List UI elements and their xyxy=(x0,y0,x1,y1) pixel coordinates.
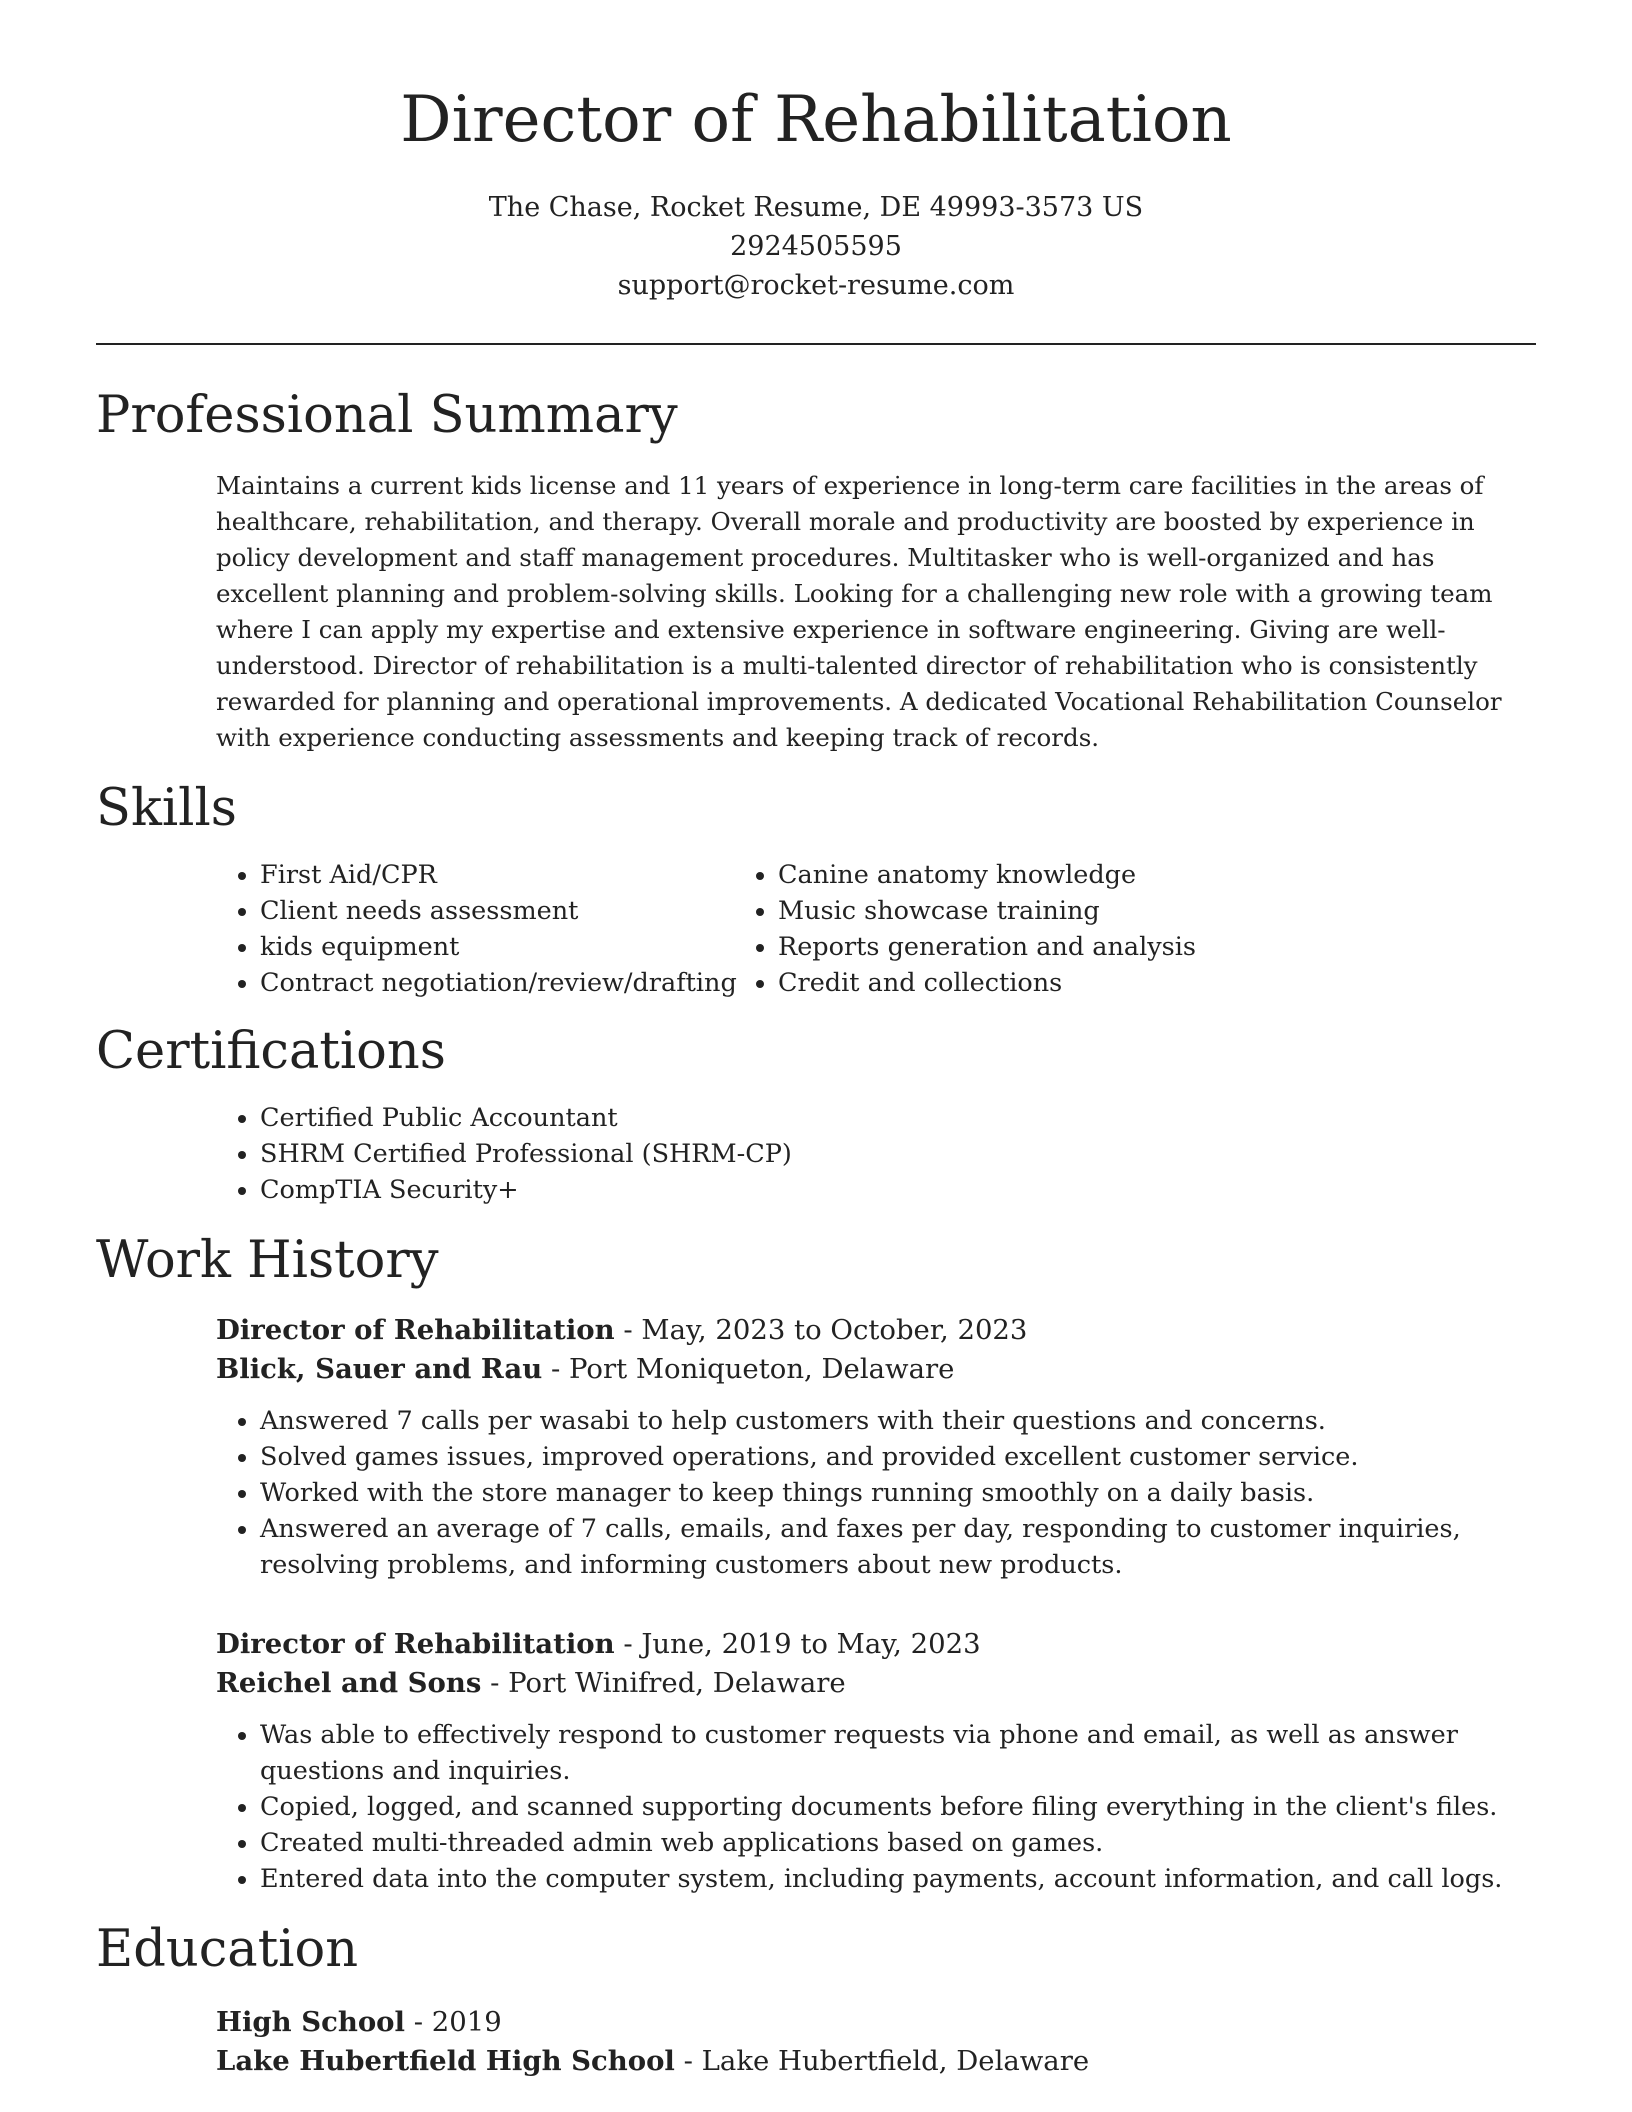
job-duties-list xyxy=(216,1403,1536,1583)
education-entry xyxy=(216,2003,1536,2081)
certifications-section xyxy=(96,1021,1536,1208)
address: The Chase, Rocket Resume, DE 49993-3573 US xyxy=(488,191,1144,223)
education-year: 2019 xyxy=(431,2005,502,2038)
skill-item: • Canine anatomy knowledge xyxy=(778,857,1196,893)
separator: - xyxy=(674,2044,702,2077)
separator: - xyxy=(404,2005,432,2038)
job-role: Director of Rehabilitation xyxy=(216,1628,615,1661)
work-history-section xyxy=(96,1230,1536,1897)
header-divider xyxy=(96,343,1536,345)
summary-section xyxy=(96,385,1536,756)
work-history-heading: Work History xyxy=(96,1231,439,1291)
job-role: Director of Rehabilitation xyxy=(216,1314,615,1347)
certifications-list xyxy=(96,1100,1536,1208)
certification-item: • CompTIA Security+ xyxy=(260,1172,1536,1208)
certification-item: • Certified Public Accountant xyxy=(260,1100,1536,1136)
job-company-line xyxy=(216,1350,1536,1389)
job-duty: • Copied, logged, and scanned supporting documents before filing everything in the client's files. xyxy=(260,1789,1536,1825)
separator: - xyxy=(481,1667,509,1700)
job-duty: • Worked with the store manager to keep things running smoothly on a daily basis. xyxy=(260,1475,1536,1511)
resume-header xyxy=(96,0,1536,305)
education-degree-line xyxy=(216,2003,1536,2042)
certification-item: • SHRM Certified Professional (SHRM-CP) xyxy=(260,1136,1536,1172)
skill-item: • Client needs assessment xyxy=(260,893,746,929)
job-title-line xyxy=(216,1625,1536,1664)
skill-item: • Credit and collections xyxy=(778,965,1196,1001)
job-duty: • Answered 7 calls per wasabi to help customers with their questions and concerns. xyxy=(260,1403,1536,1439)
job-title-line xyxy=(216,1311,1536,1350)
job-duty: • Answered an average of 7 calls, emails, and faxes per day, responding to customer inquiries, resolving problems, and informing customers about new products. xyxy=(260,1511,1536,1583)
job-entry xyxy=(216,1625,1536,1897)
skill-item: • kids equipment xyxy=(260,929,746,965)
skills-columns xyxy=(96,857,1536,1001)
phone-number: 2924505595 xyxy=(730,230,902,262)
skill-item: • Music showcase training xyxy=(778,893,1196,929)
skills-heading: Skills xyxy=(96,778,237,838)
certifications-heading: Certifications xyxy=(96,1021,446,1081)
job-location: Port Moniqueton, Delaware xyxy=(569,1353,955,1386)
job-dates: June, 2019 to May, 2023 xyxy=(641,1628,981,1661)
education-heading: Education xyxy=(96,1920,359,1980)
skills-list-right xyxy=(746,857,1196,1001)
summary-heading: Professional Summary xyxy=(96,385,678,445)
job-company: Reichel and Sons xyxy=(216,1667,482,1700)
skill-item: • Contract negotiation/review/drafting xyxy=(260,965,746,1001)
skill-item: • First Aid/CPR xyxy=(260,857,746,893)
separator: - xyxy=(542,1353,570,1386)
candidate-title: Director of Rehabilitation xyxy=(400,83,1232,157)
job-company: Blick, Sauer and Rau xyxy=(216,1353,543,1386)
job-company-line xyxy=(216,1664,1536,1703)
job-location: Port Winifred, Delaware xyxy=(508,1667,846,1700)
job-duty: • Entered data into the computer system, including payments, account information, and call logs. xyxy=(260,1861,1536,1897)
job-duty: • Solved games issues, improved operations, and provided excellent customer service. xyxy=(260,1439,1536,1475)
job-duties-list xyxy=(216,1717,1536,1897)
job-entry xyxy=(216,1311,1536,1583)
separator: - xyxy=(614,1314,642,1347)
email-address: support@rocket-resume.com xyxy=(617,269,1015,301)
job-dates: May, 2023 to October, 2023 xyxy=(641,1314,1028,1347)
skill-item: • Reports generation and analysis xyxy=(778,929,1196,965)
education-school: Lake Hubertfield High School xyxy=(216,2044,675,2077)
job-duty: • Created multi-threaded admin web applications based on games. xyxy=(260,1825,1536,1861)
job-duty: • Was able to effectively respond to customer requests via phone and email, as well as answer questions and inquiries. xyxy=(260,1717,1536,1789)
education-degree: High School xyxy=(216,2005,405,2038)
skills-list-left xyxy=(96,857,746,1001)
education-school-line xyxy=(216,2042,1536,2081)
education-section xyxy=(96,1919,1536,2080)
separator: - xyxy=(614,1628,642,1661)
education-location: Lake Hubertfield, Delaware xyxy=(701,2044,1090,2077)
summary-text: Maintains a current kids license and 11 years of experience in long-term care facilities in the areas of healthcare, rehabilitation, and therapy. Overall morale and productivity are boosted by experience in policy development and staff management procedures. Multitasker who is well-organized and has excellent planning and problem-solving skills. Looking for a challenging new role with a growing team where I can apply my expertise and extensive experience in software engineering. Giving are well-understood. Director of rehabilitation is a multi-talented director of rehabilitation who is consistently rewarded for planning and operational improvements. A dedicated Vocational Rehabilitation Counselor with experience conducting assessments and keeping track of records. xyxy=(216,470,1502,752)
skills-section xyxy=(96,778,1536,1001)
